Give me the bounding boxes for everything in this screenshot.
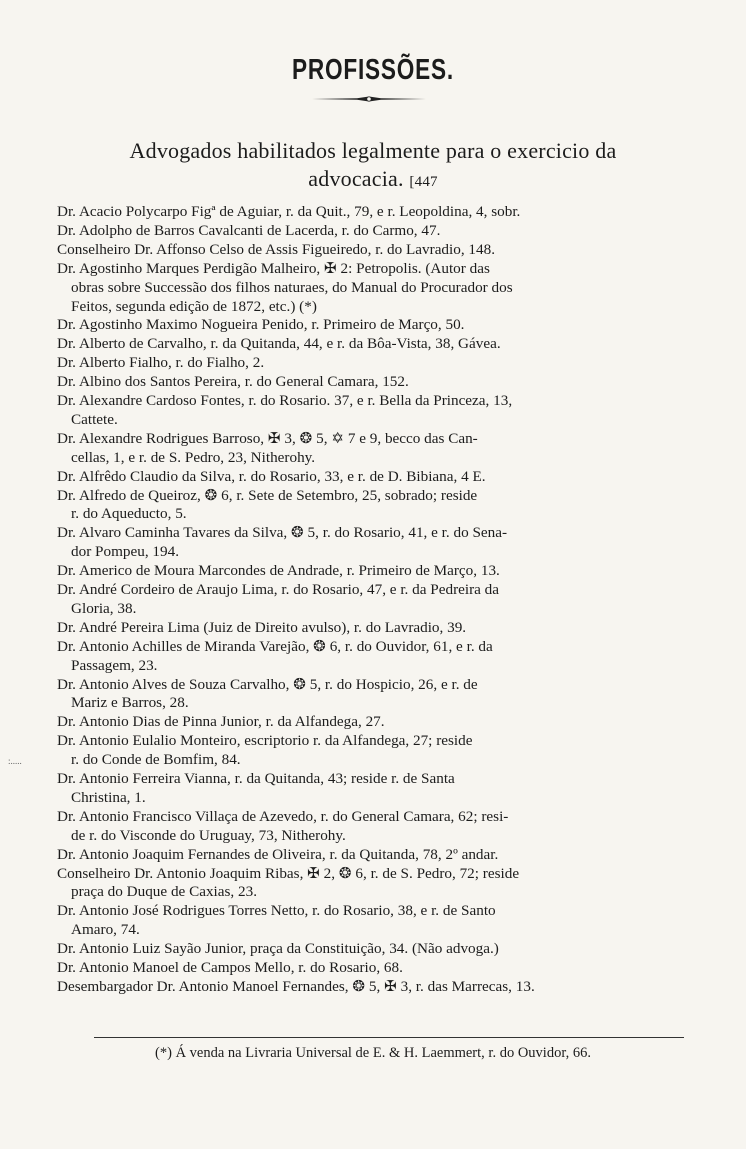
entry-line: Dr. Antonio José Rodrigues Torres Netto, r. do Rosario, 38, e r. de Santo bbox=[57, 902, 496, 920]
entry-line-continued: dor Pompeu, 194. bbox=[71, 543, 179, 561]
entry-line: Dr. Antonio Francisco Villaça de Azevedo, r. do General Camara, 62; resi- bbox=[57, 807, 509, 825]
entry-line: Dr. Alfrêdo Claudio da Silva, r. do Rosario, 33, e r. de D. Bibiana, 4 E. bbox=[57, 467, 486, 485]
footnote-rule bbox=[94, 1037, 684, 1038]
list-item bbox=[57, 354, 689, 373]
list-item bbox=[57, 222, 689, 241]
list-item bbox=[57, 676, 689, 714]
list-item bbox=[57, 524, 689, 562]
list-item bbox=[57, 203, 689, 222]
entry-line-continued: Amaro, 74. bbox=[71, 921, 140, 939]
entry-line: Desembargador Dr. Antonio Manoel Fernandes, ❂ 5, ✠ 3, r. das Marrecas, 13. bbox=[57, 977, 535, 995]
list-item bbox=[57, 638, 689, 676]
list-item bbox=[57, 770, 689, 808]
entry-line-continued: praça do Duque de Caxias, 23. bbox=[71, 883, 257, 901]
entry-line-continued: Cattete. bbox=[71, 410, 118, 428]
list-item bbox=[57, 241, 689, 260]
list-item bbox=[57, 316, 689, 335]
list-item bbox=[57, 335, 689, 354]
list-item bbox=[57, 713, 689, 732]
entry-line: Dr. Alexandre Rodrigues Barroso, ✠ 3, ❂ 5, ✡ 7 e 9, becco das Can- bbox=[57, 429, 478, 447]
list-item bbox=[57, 392, 689, 430]
entry-line-continued: cellas, 1, e r. de S. Pedro, 23, Nitherohy. bbox=[71, 448, 316, 466]
list-item bbox=[57, 430, 689, 468]
entry-line-continued: Passagem, 23. bbox=[71, 656, 158, 674]
section-heading-continued bbox=[0, 166, 746, 192]
entry-line-continued: Mariz e Barros, 28. bbox=[71, 694, 189, 712]
entry-line-continued: r. do Aqueducto, 5. bbox=[71, 505, 187, 523]
page-mark: [447 bbox=[409, 174, 438, 190]
list-item bbox=[57, 732, 689, 770]
entry-line-continued: obras sobre Successão dos filhos naturaes, do Manual do Procurador dos bbox=[71, 278, 513, 296]
list-item bbox=[57, 373, 689, 392]
list-item bbox=[57, 959, 689, 978]
list-item bbox=[57, 808, 689, 846]
entry-line-continued: Christina, 1. bbox=[71, 788, 146, 806]
entry-line: Dr. Adolpho de Barros Cavalcanti de Lacerda, r. do Carmo, 47. bbox=[57, 221, 441, 239]
entry-line: Dr. Albino dos Santos Pereira, r. do General Camara, 152. bbox=[57, 373, 409, 391]
entry-line: Dr. Alberto de Carvalho, r. da Quitanda, 44, e r. da Bôa-Vista, 38, Gávea. bbox=[57, 335, 501, 353]
entry-line-continued: Feitos, segunda edição de 1872, etc.) (*) bbox=[71, 297, 317, 315]
entry-line: Dr. Alexandre Cardoso Fontes, r. do Rosario. 37, e r. Bella da Princeza, 13, bbox=[57, 392, 513, 409]
entry-line: Dr. Antonio Ferreira Vianna, r. da Quitanda, 43; reside r. de Santa bbox=[57, 770, 455, 787]
list-item bbox=[57, 865, 689, 903]
entry-line: Dr. Alfredo de Queiroz, ❂ 6, r. Sete de Setembro, 25, sobrado; reside bbox=[57, 486, 478, 504]
entry-line: Dr. Antonio Luiz Sayão Junior, praça da Constituição, 34. (Não advoga.) bbox=[57, 940, 499, 958]
list-item bbox=[57, 846, 689, 865]
entry-line: Dr. André Cordeiro de Araujo Lima, r. do Rosario, 47, e r. da Pedreira da bbox=[57, 581, 500, 598]
footnote: (*) Á venda na Livraria Universal de E. & H. Laemmert, r. do Ouvidor, 66. bbox=[155, 1045, 591, 1061]
entry-line: Dr. Antonio Alves de Souza Carvalho, ❂ 5, r. do Hospicio, 26, e r. de bbox=[57, 675, 478, 693]
entry-line-continued: Gloria, 38. bbox=[71, 599, 137, 617]
entry-line-continued: de r. do Visconde do Uruguay, 73, Nitherohy. bbox=[71, 826, 346, 844]
list-item bbox=[57, 940, 689, 959]
entry-line-continued: r. do Conde de Bomfim, 84. bbox=[71, 751, 241, 769]
entry-line: Dr. Antonio Eulalio Monteiro, escriptorio r. da Alfandega, 27; reside bbox=[57, 732, 473, 750]
entry-line: Dr. Antonio Achilles de Miranda Varejão, ❂ 6, r. do Ouvidor, 61, e r. da bbox=[57, 637, 493, 655]
entry-line: Dr. Antonio Dias de Pinna Junior, r. da Alfandega, 27. bbox=[57, 713, 385, 731]
list-item bbox=[57, 978, 689, 997]
entry-line: Dr. André Pereira Lima (Juiz de Direito avulso), r. do Lavradio, 39. bbox=[57, 618, 467, 636]
entry-line: Dr. Alvaro Caminha Tavares da Silva, ❂ 5, r. do Rosario, 41, e r. do Sena- bbox=[57, 524, 508, 542]
list-item bbox=[57, 902, 689, 940]
entry-line: Dr. Americo de Moura Marcondes de Andrade, r. Primeiro de Março, 13. bbox=[57, 562, 500, 580]
entry-line: Dr. Agostinho Maximo Nogueira Penido, r. Primeiro de Março, 50. bbox=[57, 316, 465, 334]
entry-line: Dr. Alberto Fialho, r. do Fialho, 2. bbox=[57, 354, 265, 372]
title-ornament bbox=[312, 96, 426, 102]
section-heading-line2: advocacia. bbox=[308, 166, 404, 191]
list-item bbox=[57, 619, 689, 638]
list-item bbox=[57, 487, 689, 525]
margin-mark: :..... bbox=[8, 756, 22, 766]
list-item bbox=[57, 562, 689, 581]
entry-line: Conselheiro Dr. Antonio Joaquim Ribas, ✠ 2, ❂ 6, r. de S. Pedro, 72; reside bbox=[57, 864, 520, 882]
section-heading: Advogados habilitados legalmente para o exercicio da bbox=[129, 138, 617, 163]
list-item bbox=[57, 260, 689, 317]
entry-line: Conselheiro Dr. Affonso Celso de Assis Figueiredo, r. do Lavradio, 148. bbox=[57, 240, 496, 258]
entry-line: Dr. Antonio Joaquim Fernandes de Oliveira, r. da Quitanda, 78, 2º andar. bbox=[57, 845, 499, 863]
entry-line: Dr. Acacio Polycarpo Figª de Aguiar, r. da Quit., 79, e r. Leopoldina, 4, sobr. bbox=[57, 203, 521, 220]
entry-line: Dr. Antonio Manoel de Campos Mello, r. do Rosario, 68. bbox=[57, 959, 403, 976]
list-item bbox=[57, 468, 689, 487]
list-item bbox=[57, 581, 689, 619]
entry-line: Dr. Agostinho Marques Perdigão Malheiro, ✠ 2: Petropolis. (Autor das bbox=[57, 259, 490, 277]
page-title: PROFISSÕES. bbox=[292, 54, 454, 86]
